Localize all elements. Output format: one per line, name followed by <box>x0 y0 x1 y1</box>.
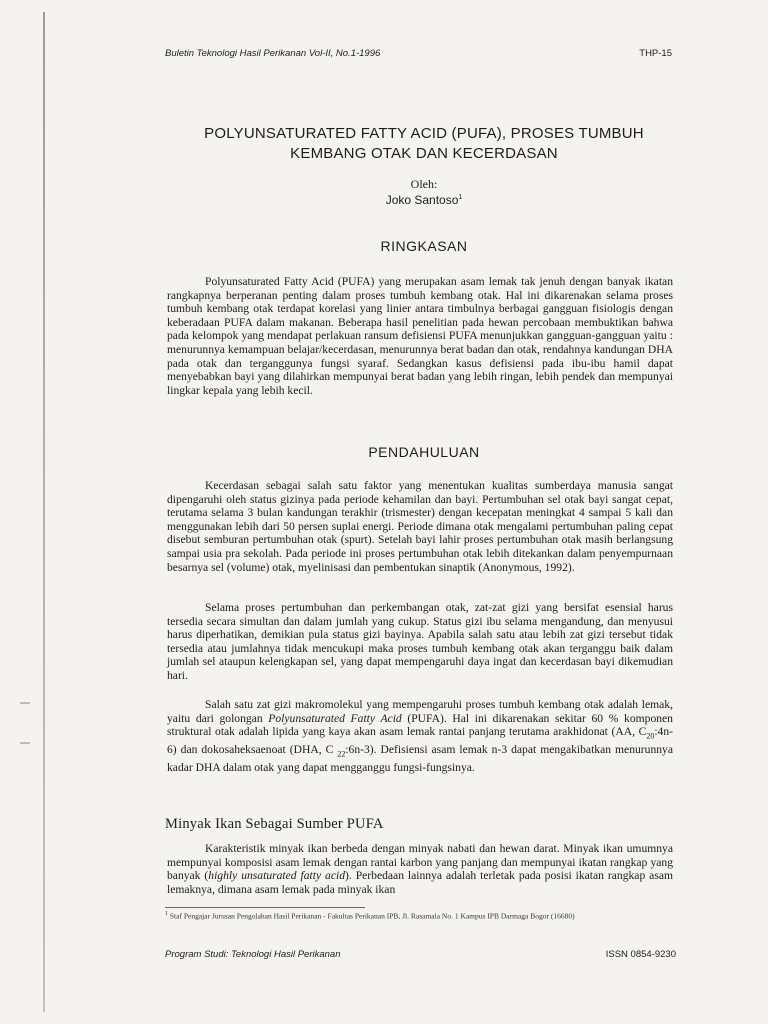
running-header <box>165 48 672 59</box>
abstract-text: Polyunsaturated Fatty Acid (PUFA) yang merupakan asam lemak tak jenuh dengan banyak ikatan rangkapnya berperanan penting dalam proses tumbuh kembang otak. Hal ini dikarenakan selama proses tumbuh kembang otak terdapat korelasi yang linier antara timbulnya berbagai gangguan fisiologis dengan keberadaan PUFA dalam makanan. Beberapa hasil penelitian pada hewan percobaan membuktikan bahwa pada kelompok yang mendapat perlakuan ransum defisiensi PUFA menunjukkan gangguan-gangguan yaitu : menurunnya kemampuan belajar/kecerdasan, menurunnya berat badan dan otak, rendahnya kandungan DHA pada otak dan terganggunya fungsi syaraf. Sedangkan kasus defisiensi pada ibu-ibu hamil dapat menyebabkan bayi yang dilahirkan mempunyai berat badan yang lebih ringan, lebih pendek dan mempunyai lingkar kepala yang lebih kecil. <box>167 275 673 397</box>
margin-mark <box>20 742 30 744</box>
running-footer <box>165 949 676 960</box>
footnote <box>165 910 675 921</box>
intro-paragraph-3: Salah satu zat gizi makromolekul yang mempengaruhi proses tumbuh kembang otak adalah lemak, yaitu dari golongan Polyunsaturated Fatty Acid (PUFA). Hal ini dikarenakan sekitar 60 % komponen struktural otak adalah lipida yang kaya akan asam lemak rantai panjang terutama arakhidonat (AA, $C_{20}:4n-6$) dan dokosaheksaenoat (DHA, C $_{22}$:6n-3). Defisiensi asam lemak n-3 dapat mengakibatkan menurunnya kadar DHA dalam otak yang dapat mengganggu fungsi-fungsinya. <box>167 698 673 774</box>
issn: ISSN 0854-9230 <box>605 949 676 960</box>
abstract-heading: RINGKASAN <box>380 238 468 254</box>
journal-name: Buletin Teknologi Hasil Perikanan Vol-II, No.1-1996 <box>165 48 381 59</box>
footnote-text: Staf Pengajar Jurusan Pengolahan Hasil Perikanan - Fakultas Perikanan IPB, Jl. Rasamala No. 1 Kampus IPB Darmaga Bogor (16680) <box>169 911 575 921</box>
section-paragraph-1: Karakteristik minyak ikan berbeda dengan minyak nabati dan hewan darat. Minyak ikan umumnya mempunyai komposisi asam lemak dengan rantai karbon yang panjang dan mempunyai ikatan rangkap yang banyak (highly unsaturated fatty acid). Perbedaan lainnya adalah terletak pada posisi ikatan rangkap asam lemaknya, dimana asam lemak pada minyak ikan <box>167 842 673 896</box>
title-line-1: POLYUNSATURATED FATTY ACID (PUFA), PROSES TUMBUH <box>204 125 644 142</box>
section-heading: Minyak Ikan Sebagai Sumber PUFA <box>165 816 384 832</box>
paper-title <box>150 124 698 164</box>
title-line-2: KEMBANG OTAK DAN KECERDASAN <box>290 145 558 162</box>
margin-mark <box>20 702 30 704</box>
footnote-mark: 1 <box>165 911 168 917</box>
intro-paragraph-2: Selama proses pertumbuhan dan perkembangan otak, zat-zat gizi yang bersifat esensial harus tersedia secara simultan dan dalam jumlah yang cukup. Status gizi ibu selama mengandung, dan menyusui harus diperhatikan, demikian pula status gizi bayinya. Apabila salah satu atau lebih zat gizi tersebut tidak tersedia atau jumlahnya tidak mencukupi maka proses tumbuh kembang otak akan terganggu baik dalam jumlah sel ataupun kelengkapan sel, yang dapat mempengaruhi daya ingat dan kecerdasan bayi dikemudian hari. <box>167 601 673 682</box>
author-name: Joko Santoso <box>385 193 459 207</box>
intro-paragraph-1: Kecerdasan sebagai salah satu faktor yang menentukan kualitas sumberdaya manusia sangat dipengaruhi oleh status gizinya pada periode kehamilan dan bayi. Pertumbuhan sel otak bayi sangat cepat, terutama selama 3 bulan kandungan terakhir (trismester) dengan kecepatan meningkat 4 sampai 5 kali dan menggunakan lebih dari 50 persen suplai energi. Periode dimana otak mengalami pertumbuhan paling cepat disebut semburan pertumbuhan otak (spurt). Setelah bayi lahir proses pertumbuhan otak masih berlangsung sampai usia pra sekolah. Pada periode ini proses pertumbuhan otak lebih ditekankan dalam penyempurnaan besarnya sel (volume) otak, myelinisasi dan pembentukan sinaptik (Anonymous, 1992). <box>167 479 673 574</box>
by-label: Oleh: <box>410 177 438 191</box>
intro-heading: PENDAHULUAN <box>368 444 480 460</box>
binding-edge <box>43 12 45 1012</box>
page-code: THP-15 <box>639 48 672 59</box>
author <box>150 193 698 207</box>
author-footnote-mark: 1 <box>458 194 463 201</box>
footnote-rule <box>165 907 365 908</box>
program-name: Program Studi: Teknologi Hasil Perikanan <box>165 949 341 960</box>
